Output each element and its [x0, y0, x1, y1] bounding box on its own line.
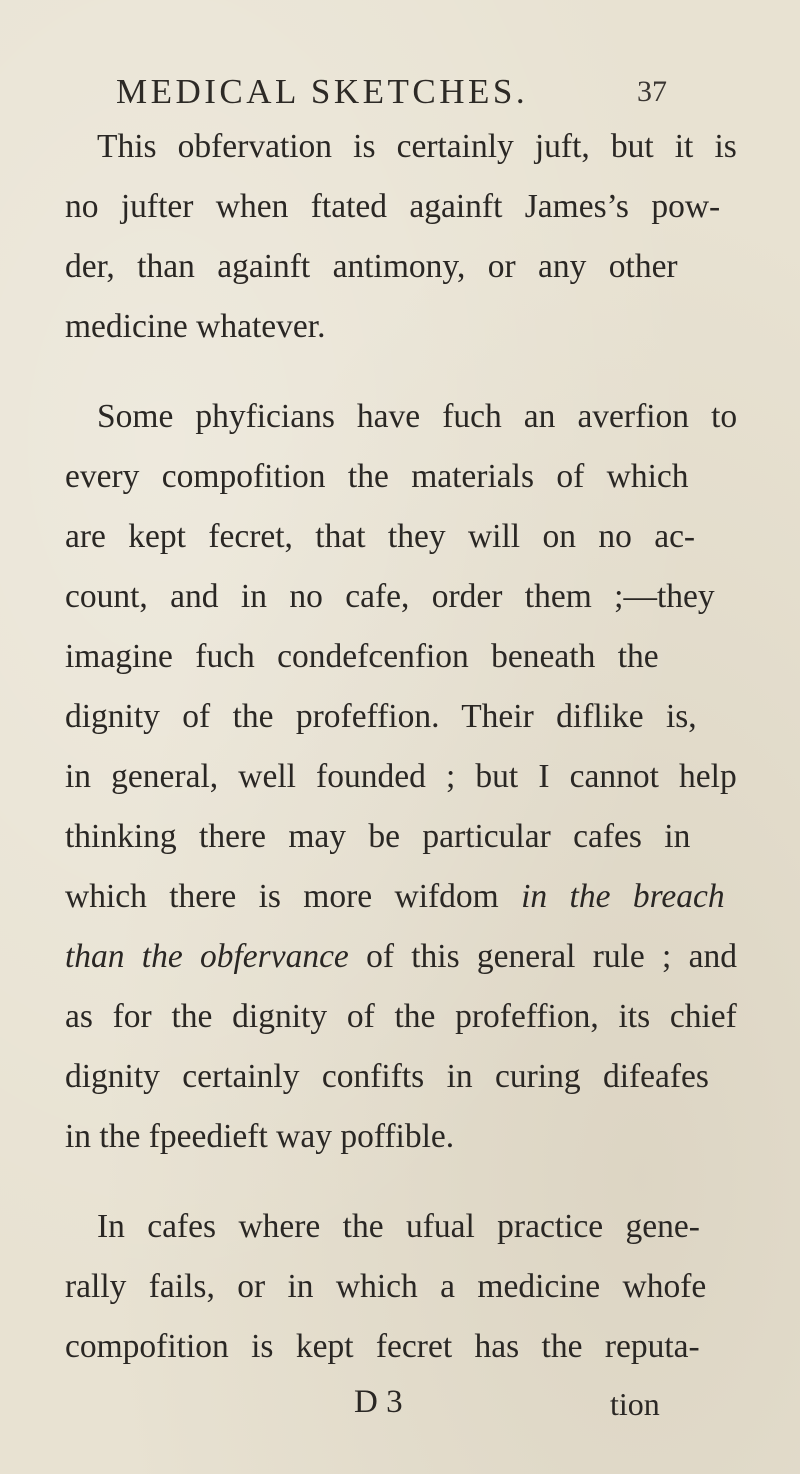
text-line: are kept fecret, that they will on no ac-	[65, 518, 696, 555]
italic-text-run: than the obfervance	[65, 938, 349, 975]
text-line: dignity certainly confifts in curing difeafes	[65, 1058, 709, 1095]
running-title: MEDICAL SKETCHES.	[116, 72, 529, 111]
text-line: rally fails, or in which a medicine whofe	[65, 1268, 707, 1305]
text-line	[65, 940, 737, 974]
signature-mark: D 3	[354, 1384, 403, 1420]
text-line: count, and in no cafe, order them ;—they	[65, 578, 715, 615]
catchword: tion	[610, 1386, 660, 1422]
italic-text-run: in the breach	[521, 878, 725, 915]
page-number: 37	[637, 75, 667, 108]
text-run: which there is more wifdom	[65, 878, 522, 915]
text-line: dignity of the profeffion. Their diflike is,	[65, 698, 697, 735]
text-line: compofition is kept fecret has the reputa-	[65, 1328, 700, 1365]
text-line: medicine whatever.	[65, 308, 326, 345]
text-line: In cafes where the ufual practice gene-	[97, 1208, 700, 1245]
page-header	[0, 72, 800, 122]
text-line: in the fpeedieft way poffible.	[65, 1118, 455, 1155]
text-line: der, than againft antimony, or any other	[65, 248, 678, 285]
text-line	[65, 880, 725, 914]
text-line: as for the dignity of the profeffion, its chief	[65, 998, 737, 1035]
text-run: of this general rule ; and	[348, 938, 737, 975]
text-line: imagine fuch condefcenfion beneath the	[65, 638, 659, 675]
text-line: Some phyficians have fuch an averfion to	[97, 398, 738, 435]
text-line: every compofition the materials of which	[65, 458, 689, 495]
text-line: no jufter when ftated againft James’s pow-	[65, 188, 721, 225]
text-line: This obfervation is certainly juft, but it is	[97, 128, 737, 165]
text-line: thinking there may be particular cafes in	[65, 818, 691, 855]
text-line: in general, well founded ; but I cannot help	[65, 758, 737, 795]
